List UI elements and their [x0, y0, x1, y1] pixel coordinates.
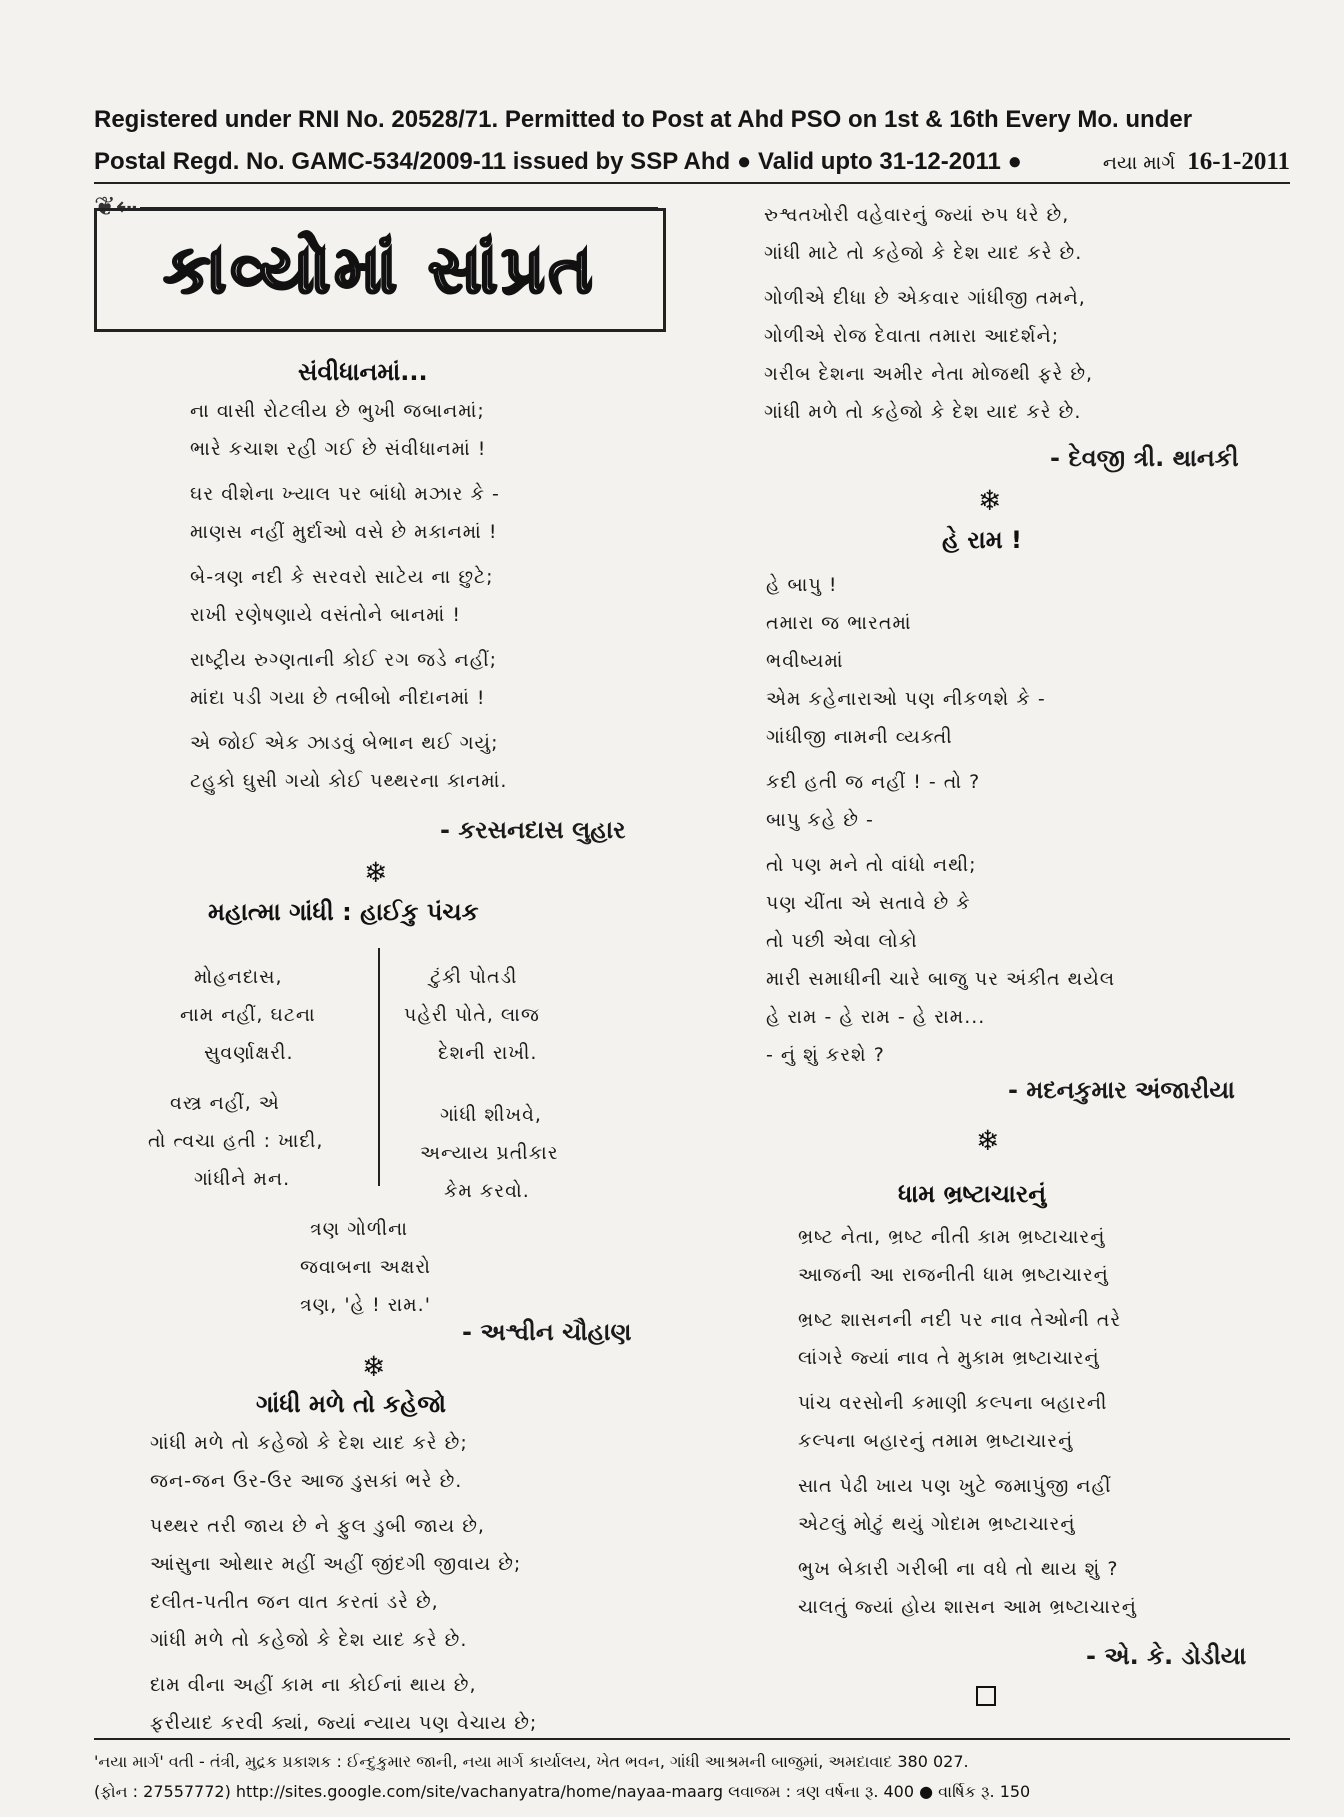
poem1-line: બે-ત્રણ નદી કે સરવરો સાટેય ના છુટે;: [190, 566, 494, 588]
haiku-line: ત્રણ ગોળીના: [310, 1218, 408, 1240]
end-box-icon: [976, 1686, 996, 1706]
poem3-line: ગાંધી મળે તો કહેજો કે દેશ યાદ કરે છે;: [150, 1432, 468, 1454]
poem3-line: પથ્થર તરી જાય છે ને ફુલ ડુબી જાય છે,: [150, 1515, 485, 1537]
poem5-line: એટલું મોટું થયું ગોદામ ભ્રષ્ટાચારનું: [798, 1513, 1076, 1535]
poem5-line: ચાલતું જ્યાં હોય શાસન આમ ભ્રષ્ટાચારનું: [798, 1596, 1137, 1618]
poem4-line: પણ ચીંતા એ સતાવે છે કે: [766, 892, 971, 914]
poem3-line: ગરીબ દેશના અમીર નેતા મોજથી ફરે છે,: [764, 363, 1094, 385]
poem1-line: માંદા પડી ગયા છે તબીબો નીદાનમાં !: [190, 687, 486, 709]
postal-line: [94, 148, 1290, 176]
snowflake-icon: ❄: [362, 1350, 386, 1383]
haiku-line: નામ નહીં, ઘટના: [180, 1004, 316, 1026]
haiku-line: ગાંધી શીખવે,: [440, 1104, 542, 1126]
poem2-title: મહાત્મા ગાંધી : હાઈકુ પંચક: [208, 898, 479, 926]
poem4-author: - મદનકુમાર અંજારીયા: [1008, 1076, 1235, 1104]
registration-line: Registered under RNI No. 20528/71. Permitted to Post at Ahd PSO on 1st & 16th Every Mo. under: [94, 106, 1193, 133]
haiku-line: કેમ કરવો.: [444, 1180, 530, 1202]
poem1-line: એ જોઈ એક ઝાડવું બેભાન થઈ ગયું;: [190, 732, 499, 754]
snowflake-icon: ❄: [364, 856, 388, 889]
poem3-line: ગોળીએ રોજ દેવાતા તમારા આદર્શને;: [764, 325, 1060, 347]
poem1-author: - કરસનદાસ લુહાર: [440, 816, 626, 844]
banner-title: કાવ્યોમાં સાંપ્રત: [163, 230, 597, 308]
poem3-line: ગોળીએ દીધા છે એકવાર ગાંધીજી તમને,: [764, 287, 1086, 309]
poem3-line: આંસુના ઓથાર મહીં અહીં જીંદગી જીવાય છે;: [150, 1553, 522, 1575]
haiku-line: અન્યાય પ્રતીકાર: [420, 1142, 559, 1164]
haiku-line: ગાંધીને મન.: [194, 1168, 291, 1190]
haiku-line: સુવર્ણાક્ષરી.: [204, 1042, 294, 1064]
magazine-name: નયા માર્ગ: [1102, 152, 1176, 174]
postal-text: Postal Regd. No. GAMC-534/2009-11 issued by SSP Ahd ● Valid upto 31-12-2011 ●: [94, 148, 1022, 175]
footer-rule: [94, 1738, 1290, 1740]
poem5-line: પાંચ વરસોની કમાણી કલ્પના બહારની: [798, 1392, 1108, 1414]
poem4-line: મારી સમાધીની ચારે બાજુ પર અંકીત થયેલ: [766, 968, 1116, 990]
poem4-line: તો પછી એવા લોકો: [766, 930, 918, 952]
poem1-line: રાષ્ટ્રીય રુગ્ણતાની કોઈ રગ જડે નહીં;: [190, 649, 498, 671]
section-banner: [94, 208, 666, 332]
poem2-author: - અશ્વીન ચૌહાણ: [462, 1318, 632, 1346]
poem3-title: ગાંધી મળે તો કહેજો: [256, 1390, 447, 1418]
poem4-line: તમારા જ ભારતમાં: [766, 612, 912, 634]
issue-date: 16-1-2011: [1187, 148, 1290, 175]
haiku-line: દેશની રાખી.: [438, 1042, 538, 1064]
poem4-line: તો પણ મને તો વાંધો નથી;: [766, 854, 977, 876]
poem3-line: ગાંધી મળે તો કહેજો કે દેશ યાદ કરે છે.: [150, 1629, 468, 1651]
poem3-line: ગાંધી માટે તો કહેજો કે દેશ યાદ કરે છે.: [764, 242, 1083, 264]
poem4-line: ગાંધીજી નામની વ્યક્તી: [766, 726, 953, 748]
poem5-line: આજની આ રાજનીતી ધામ ભ્રષ્ટાચારનું: [798, 1264, 1109, 1286]
poem5-line: ભુખ બેકારી ગરીબી ના વધે તો થાય શું ?: [798, 1558, 1119, 1580]
haiku-line: પહેરી પોતે, લાજ: [404, 1004, 540, 1026]
poem4-line: કદી હતી જ નહીં ! - તો ?: [766, 771, 981, 793]
poem4-line: ભવીષ્યમાં: [766, 650, 844, 672]
haiku-line: ટુંકી પોતડી: [430, 966, 518, 988]
haiku-line: મોહનદાસ,: [194, 966, 283, 988]
issue-info: [1103, 148, 1290, 176]
poem5-title: ધામ ભ્રષ્ટાચારનું: [898, 1180, 1047, 1208]
poem5-line: લાંગરે જ્યાં નાવ તે મુકામ ભ્રષ્ટાચારનું: [798, 1347, 1100, 1369]
poem5-line: સાત પેઢી ખાય પણ ખુટે જમાપુંજી નહીં: [798, 1475, 1112, 1497]
snowflake-icon: ❄: [978, 484, 1002, 517]
haiku-line: ત્રણ, 'હે ! રામ.': [300, 1294, 431, 1316]
poem5-line: કલ્પના બહારનું તમામ ભ્રષ્ટાચારનું: [798, 1430, 1074, 1452]
poem4-line: બાપુ કહે છે -: [766, 809, 874, 831]
poem1-line: રાખી રણેષણાયે વસંતોને બાનમાં !: [190, 604, 461, 626]
vine-ornament-icon: ❦⇠: [94, 192, 138, 222]
poem3-line: દલીત-પતીત જન વાત કરતાં ડરે છે,: [150, 1591, 439, 1613]
poem3-line: દામ વીના અહીં કામ ના કોઈનાં થાય છે,: [150, 1674, 477, 1696]
poem3-line: જન-જન ઉર-ઉર આજ ડુસકાં ભરે છે.: [150, 1470, 463, 1492]
poem1-line: ના વાસી રોટલીય છે ભુખી જબાનમાં;: [190, 400, 485, 422]
poem4-line: - નું શું કરશે ?: [766, 1044, 885, 1066]
haiku-divider: [378, 948, 380, 1186]
poem1-line: ઘર વીશેના ખ્યાલ પર બાંધો મઝાર કે -: [190, 483, 500, 505]
haiku-line: જવાબના અક્ષરો: [300, 1256, 431, 1278]
snowflake-icon: ❄: [976, 1124, 1000, 1157]
poem4-line: એમ કહેનારાઓ પણ નીકળશે કે -: [766, 688, 1046, 710]
poem1-title: સંવીધાનમાં...: [298, 358, 428, 386]
poem1-line: ટહુકો ઘુસી ગયો કોઈ પથ્થરના કાનમાં.: [190, 770, 508, 792]
poem3-line: ગાંધી મળે તો કહેજો કે દેશ યાદ કરે છે.: [764, 401, 1082, 423]
poem3-line: ફરીયાદ કરવી ક્યાં, જ્યાં ન્યાય પણ વેચાય છે;: [150, 1712, 538, 1734]
header-rule: [94, 182, 1290, 184]
poem4-line: હે રામ - હે રામ - હે રામ...: [766, 1006, 986, 1028]
haiku-line: વસ્ત્ર નહીં, એ: [170, 1092, 280, 1114]
poem1-line: માણસ નહીં મુર્દાઓ વસે છે મકાનમાં !: [190, 521, 498, 543]
poem5-author: - એ. કે. ડોડીયા: [1086, 1642, 1247, 1670]
poem4-title: હે રામ !: [942, 526, 1022, 554]
haiku-line: તો ત્વચા હતી : ખાદી,: [148, 1130, 324, 1152]
poem5-line: ભ્રષ્ટ શાસનની નદી પર નાવ તેઓની તરે: [798, 1309, 1122, 1331]
poem3-author: - દેવજી ત્રી. થાનકી: [1050, 444, 1239, 472]
footer-publisher: 'નયા માર્ગ' વતી - તંત્રી, મુદ્રક પ્રકાશક : ઈન્દુકુમાર જાની, નયા માર્ગ કાર્યાલય, ખેત ભવન, ગાંધી આશ્રમની બાજુમાં, અમદાવાદ 380 027.: [94, 1752, 969, 1771]
poem3-line: રુશ્વતખોરી વહેવારનું જ્યાં રુપ ધરે છે,: [764, 204, 1070, 226]
poem4-line: હે બાપુ !: [766, 574, 838, 596]
footer-contact: (ફોન : 27557772) http://sites.google.com/site/vachanyatra/home/nayaa-maarg લવાજમ : ત્રણ વર્ષના રૂ. 400 ● વાર્ષિક રૂ. 150: [94, 1782, 1031, 1801]
poem5-line: ભ્રષ્ટ નેતા, ભ્રષ્ટ નીતી કામ ભ્રષ્ટાચારનું: [798, 1226, 1106, 1248]
poem1-line: ભારે કચાશ રહી ગઈ છે સંવીધાનમાં !: [190, 438, 487, 460]
